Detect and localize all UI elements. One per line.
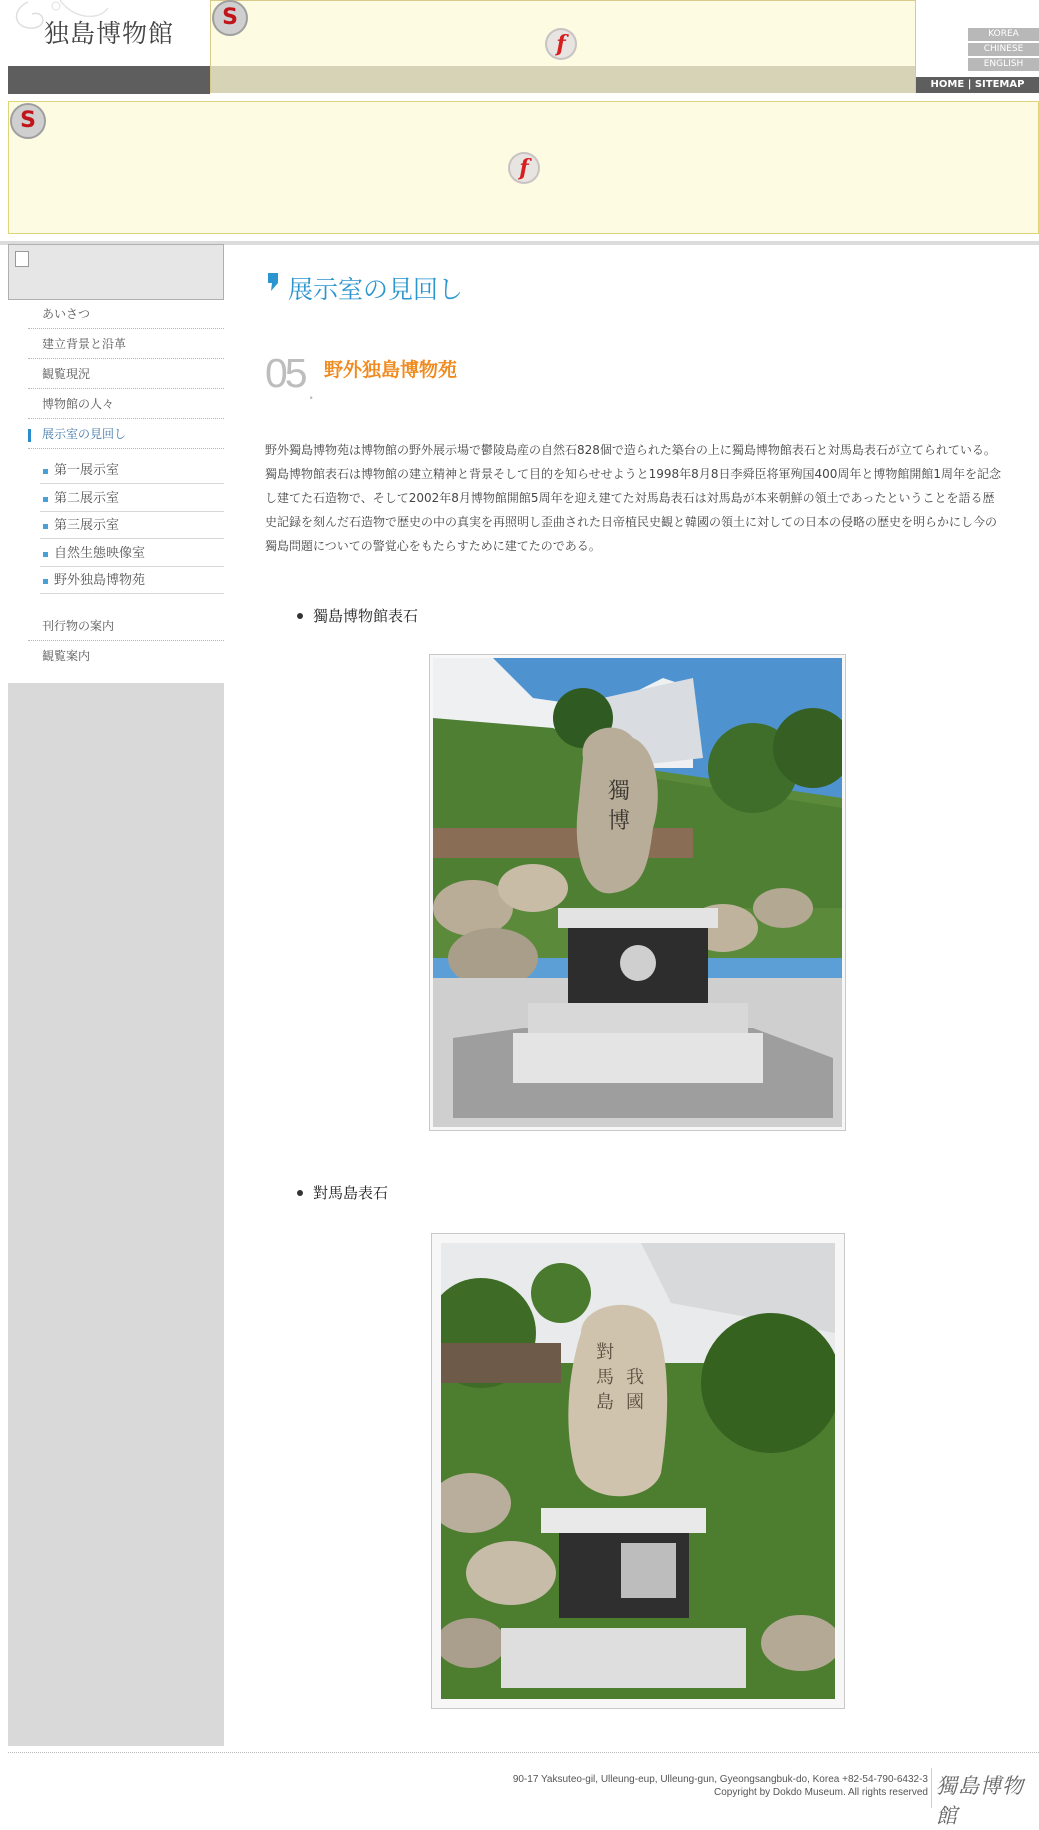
- sidebar-header-image: [8, 244, 224, 300]
- bullet-icon: [297, 613, 303, 619]
- lang-korea-button[interactable]: KOREA: [968, 28, 1039, 41]
- photo-illustration: [441, 1243, 835, 1699]
- sidebar-item-exhibition-tour[interactable]: 展示室の見回し: [28, 420, 224, 449]
- footer-address-block: [380, 1773, 928, 1799]
- home-sitemap-bar: [916, 77, 1039, 93]
- bullet-icon: [297, 1190, 303, 1196]
- svg-text:國: 國: [626, 1392, 644, 1413]
- shockwave-icon: S: [212, 0, 248, 36]
- sidebar-subitem-nature-video[interactable]: 自然生態映像室: [40, 541, 224, 567]
- sitemap-link[interactable]: SITEMAP: [974, 79, 1025, 90]
- section-number: 05: [265, 350, 305, 396]
- svg-text:我: 我: [626, 1367, 644, 1388]
- sidebar-item-history[interactable]: 建立背景と沿革: [28, 330, 224, 359]
- sidebar-subitem-hall-1[interactable]: 第一展示室: [40, 458, 224, 484]
- footer-logo: 獨島博物館: [936, 1774, 1024, 1828]
- photo-illustration: [433, 658, 842, 1127]
- flash-icon: f: [508, 152, 540, 184]
- section-title: 野外独島博物苑: [324, 359, 458, 381]
- footer-address: 90-17 Yaksuteo-gil, Ulleung-eup, Ulleung-gun, Gyeongsangbuk-do, Korea +82-54-790-6432-3: [512, 1774, 928, 1785]
- shockwave-icon: S: [10, 103, 46, 139]
- photo-tsushima-stone: [441, 1243, 835, 1699]
- sidebar-item-publications[interactable]: 刊行物の案内: [28, 612, 224, 641]
- broken-image-icon: [15, 251, 29, 267]
- sidebar-subitem-hall-2[interactable]: 第二展示室: [40, 486, 224, 512]
- svg-text:島: 島: [596, 1392, 614, 1413]
- item-heading-dokdo-museum-stone: 獨島博物館表石: [313, 607, 419, 625]
- lang-chinese-button[interactable]: CHINESE: [968, 43, 1039, 56]
- sidebar-item-visitor-stats[interactable]: 観覧現況: [28, 360, 224, 389]
- footer-copyright: Copyright by Dokdo Museum. All rights reserved: [714, 1787, 928, 1798]
- svg-text:馬: 馬: [596, 1367, 614, 1388]
- title-mark-icon: [268, 273, 278, 291]
- svg-text:博: 博: [608, 809, 631, 834]
- footer-divider: [931, 1768, 932, 1808]
- photo-dokdo-museum-stone: [433, 658, 842, 1127]
- svg-text:對: 對: [596, 1342, 614, 1363]
- header-band: [8, 66, 210, 94]
- svg-text:獨: 獨: [608, 779, 631, 804]
- page-title: 展示室の見回し: [288, 275, 464, 304]
- footer-separator: [8, 1752, 1039, 1753]
- sidebar-subitem-outdoor-park[interactable]: 野外独島博物苑: [40, 568, 224, 594]
- sidebar-item-people[interactable]: 博物館の人々: [28, 390, 224, 419]
- item-heading-tsushima-stone: 對馬島表石: [313, 1184, 389, 1202]
- section-number-dot: .: [308, 380, 315, 404]
- top-flash-strip: [211, 66, 915, 93]
- home-link[interactable]: HOME: [930, 79, 965, 90]
- sidebar-item-greeting[interactable]: あいさつ: [28, 300, 224, 329]
- lang-english-button[interactable]: ENGLISH: [968, 58, 1039, 71]
- nav-separator: |: [967, 79, 972, 90]
- sidebar-subitem-hall-3[interactable]: 第三展示室: [40, 513, 224, 539]
- flash-icon: f: [545, 28, 577, 60]
- museum-logo[interactable]: 独島博物館: [44, 19, 175, 48]
- section-description: 野外獨島博物苑は博物館の野外展示場で鬱陵島産の自然石828個で造られた築台の上に獨島博物館表石と対馬島表石が立てられている。獨島博物館表石は博物館の建立精神と背景そして目的を知らせせようと1998年8月8日李舜臣将軍殉国400周年と博物館開館1周年を記念し建てた石造物で、そして2002年8月博物館開館5周年を迎え建てた対馬島表石は対馬島が本来朝鮮の領土であったということを語る歴史記録を刻んだ石造物で歴史の中の真実を再照明し歪曲された日帝植民史観と韓國の領土に対しての日本の侵略の歴史を明らかにし今の獨島問題についての警覚心をもたらすために建てたのである。: [265, 443, 1001, 553]
- sidebar-item-visit-guide[interactable]: 観覧案内: [42, 649, 91, 663]
